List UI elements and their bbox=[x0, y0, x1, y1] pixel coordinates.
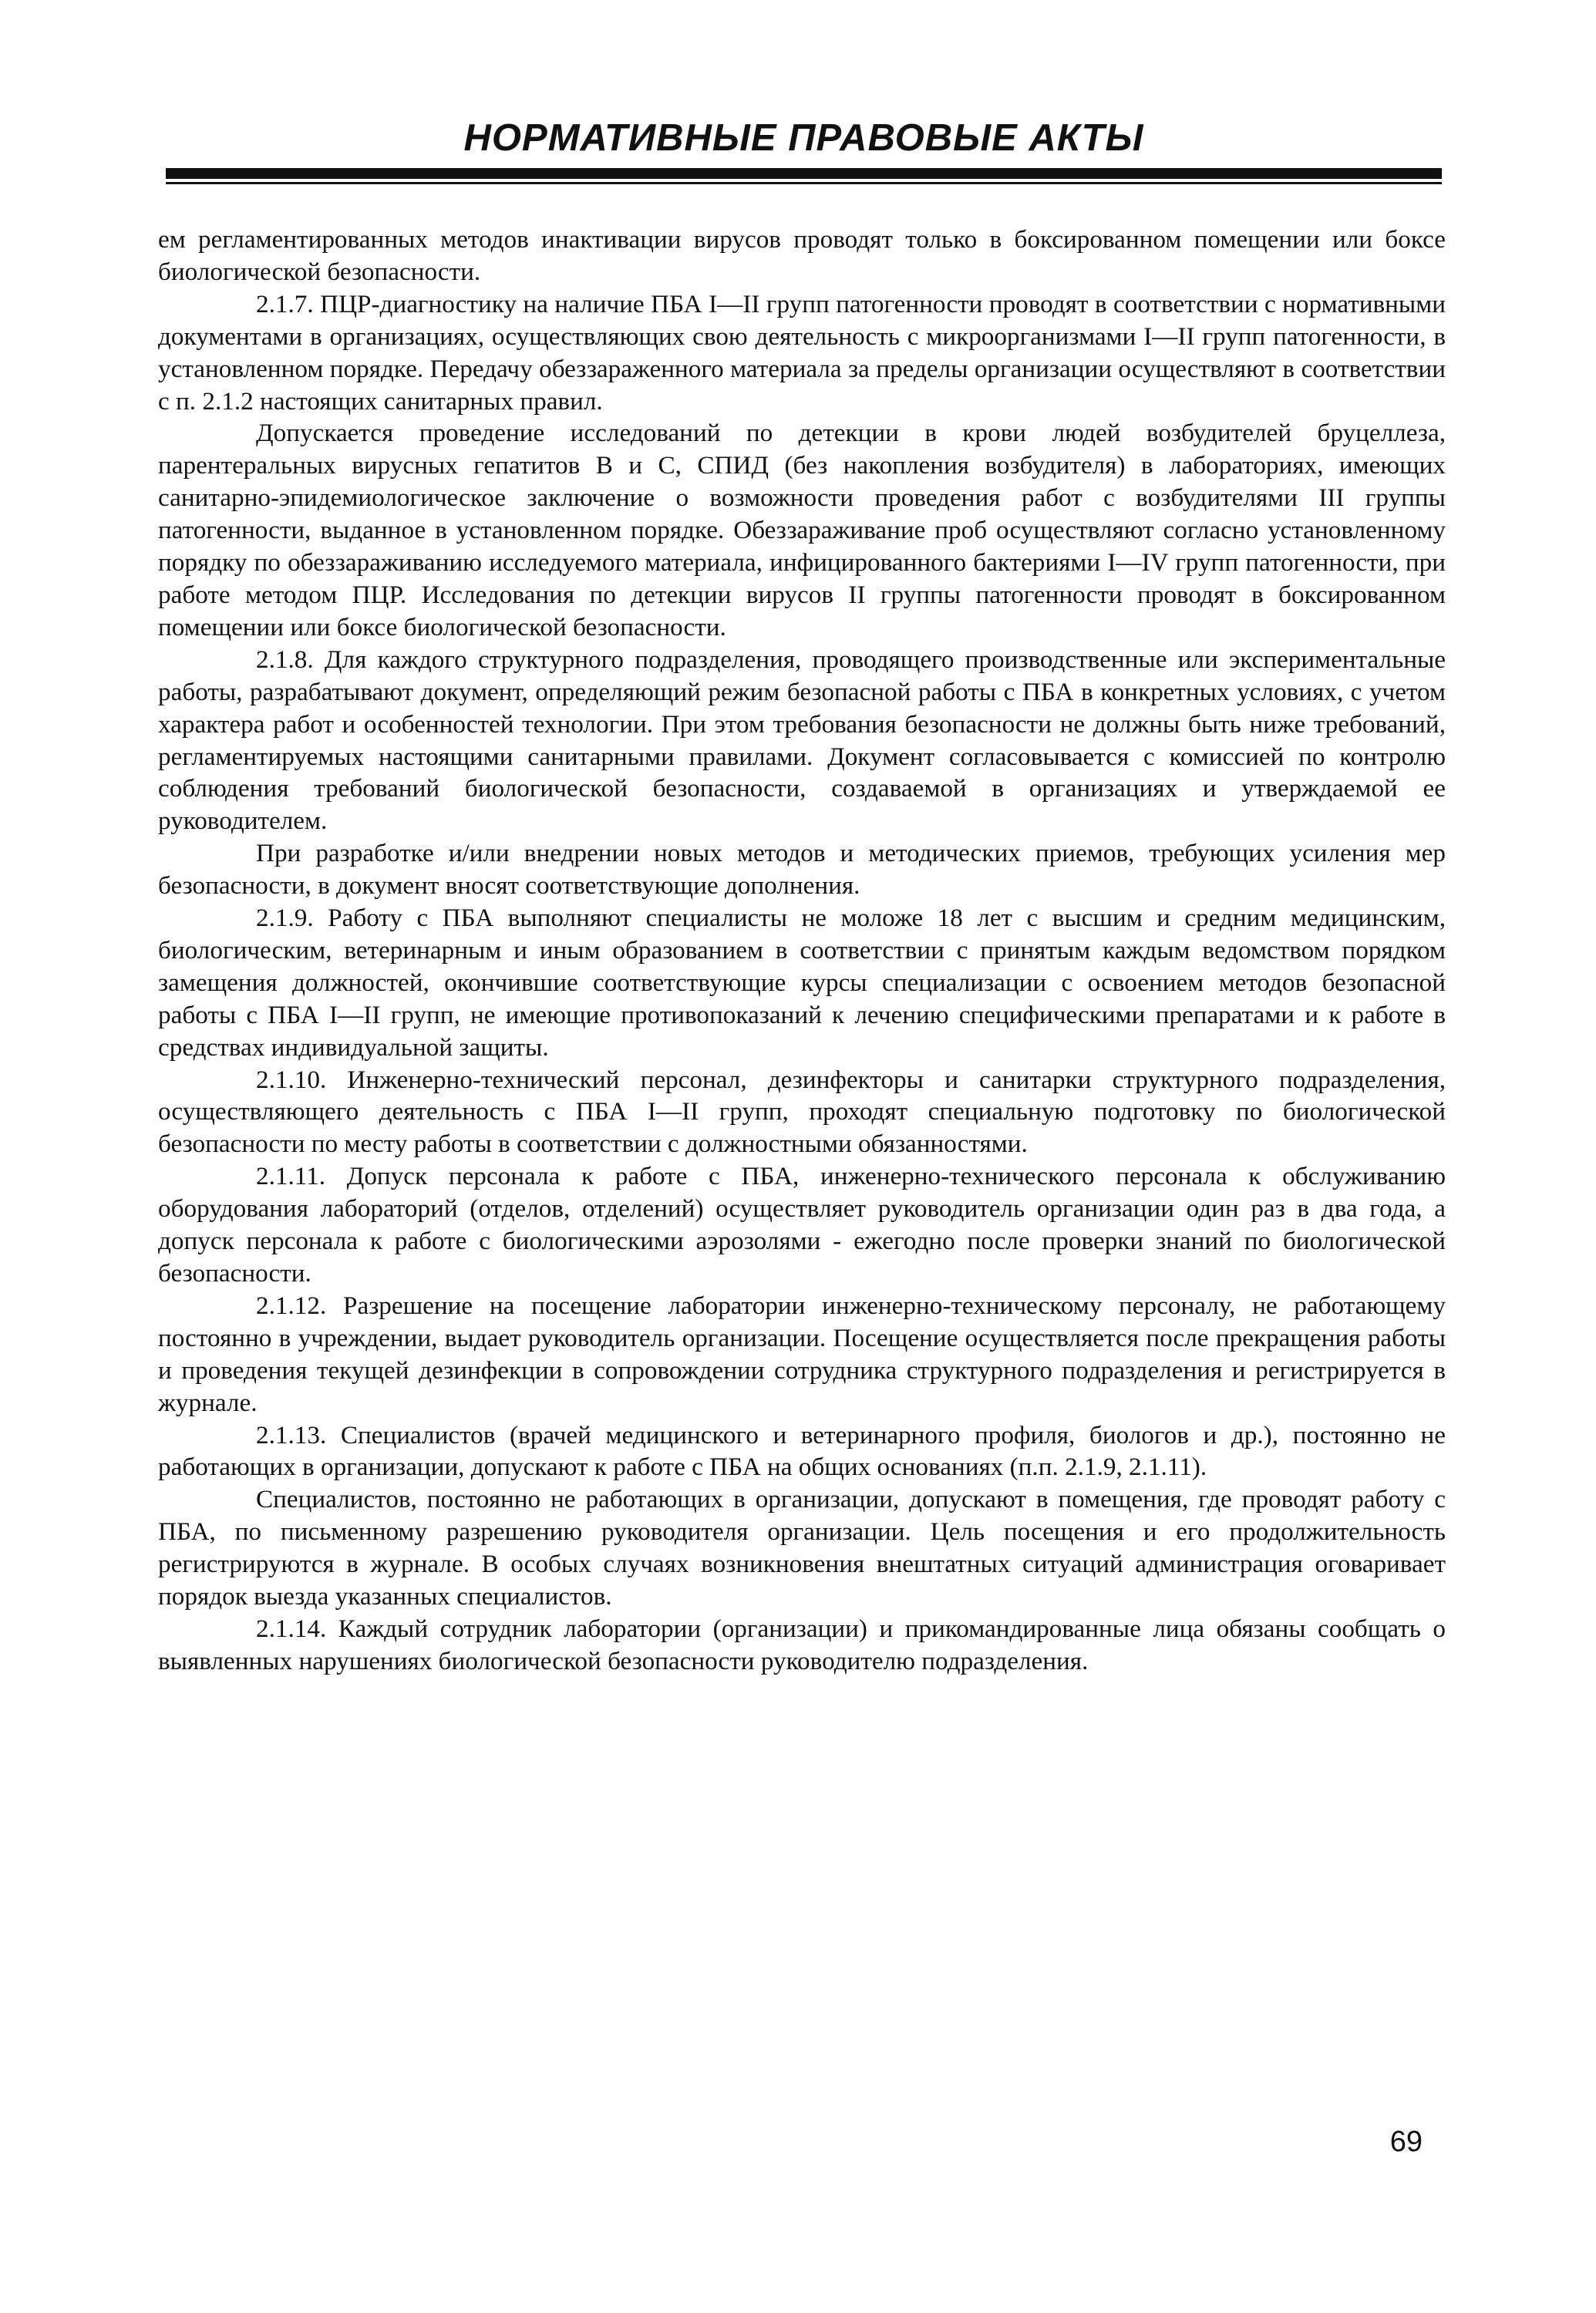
paragraph-2-1-9: 2.1.9. Работу с ПБА выполняют специалисты не моложе 18 лет с высшим и средним медицинским, биологическим, ветеринарным и иным образованием в соответствии с принятым каждым ведомством порядком замещения должностей, окончившие соответствующие курсы специализации с освоением методов безопасной работы с ПБА I—II групп, не имеющие противопоказаний к лечению специфическими препаратами и к работе в средствах индивидуальной защиты. bbox=[158, 904, 1446, 1062]
paragraph-2-1-7: 2.1.7. ПЦР-диагностику на наличие ПБА I—II групп патогенности проводят в соответствии с нормативными документами в организациях, осуществляющих свою деятельность с микроорганизмами I—II групп патогенности, в установленном порядке. Передачу обеззараженного материала за пределы организации осуществляют в соответствии с п. 2.1.2 настоящих санитарных правил. bbox=[158, 289, 1446, 416]
body-text bbox=[158, 224, 1446, 1678]
paragraph-2-1-8: 2.1.8. Для каждого структурного подразделения, проводящего производственные или экспериментальные работы, разрабатывают документ, определяющий режим безопасной работы с ПБА в конкретных условиях, с учетом характера работ и особенностей технологии. При этом требования безопасности не должны быть ниже требований, регламентируемых настоящими санитарными правилами. Документ согласовывается с комиссией по контролю соблюдения требований биологической безопасности, создаваемой в организациях и утверждаемой ее руководителем. bbox=[158, 645, 1446, 836]
header-rule bbox=[166, 168, 1442, 179]
paragraph-2-1-10: 2.1.10. Инженерно-технический персонал, дезинфекторы и санитарки структурного подразделения, осуществляющего деятельность с ПБА I—II групп, проходят специальную подготовку по биологической безопасности по месту работы в соответствии с должностными обязанностями. bbox=[158, 1065, 1446, 1159]
paragraph-2-1-11: 2.1.11. Допуск персонала к работе с ПБА, инженерно-технического персонала к обслуживанию оборудования лабораторий (отделов, отделений) осуществляет руководитель организации один раз в два года, а допуск персонала к работе с биологическими аэрозолями - ежегодно после проверки знаний по биологической безопасности. bbox=[158, 1162, 1446, 1288]
paragraph-continuation: ем регламентированных методов инактивации вирусов проводят только в боксированном помещении или боксе биологической безопасности. bbox=[158, 225, 1446, 286]
paragraph-2-1-12: 2.1.12. Разрешение на посещение лаборатории инженерно-техническому персоналу, не работающему постоянно в учреждении, выдает руководитель организации. Посещение осуществляется после прекращения работы и проведения текущей дезинфекции в сопровождении сотрудника структурного подразделения и регистрируется в журнале. bbox=[158, 1291, 1446, 1417]
page-number: 69 bbox=[1389, 2126, 1423, 2158]
paragraph-new-methods: При разработке и/или внедрении новых методов и методических приемов, требующих усиления мер безопасности, в документ вносят соответствующие дополнения. bbox=[158, 839, 1446, 901]
paragraph-visitors: Специалистов, постоянно не работающих в организации, допускают в помещения, где проводят работу с ПБА, по письменному разрешению руководителя организации. Цель посещения и его продолжительность регистрируются в журнале. В особых случаях возникновения внештатных ситуаций администрация оговаривает порядок выезда указанных специалистов. bbox=[158, 1485, 1446, 1611]
header-title: НОРМАТИВНЫЕ ПРАВОВЫЕ АКТЫ bbox=[463, 117, 1144, 159]
header-rule-thin bbox=[166, 182, 1442, 184]
running-header bbox=[166, 114, 1442, 162]
paragraph-2-1-13: 2.1.13. Специалистов (врачей медицинского и ветеринарного профиля, биологов и др.), постоянно не работающих в организации, допускают к работе с ПБА на общих основаниях (п.п. 2.1.9, 2.1.11). bbox=[158, 1420, 1446, 1482]
paragraph-detection: Допускается проведение исследований по детекции в крови людей возбудителей бруцеллеза, парентеральных вирусных гепатитов В и С, СПИД (без накопления возбудителя) в лабораториях, имеющих санитарно-эпидемиологическое заключение о возможности проведения работ с возбудителями III группы патогенности, выданное в установленном порядке. Обеззараживание проб осуществляют согласно установленному порядку по обеззараживанию исследуемого материала, инфицированного бактериями I—IV групп патогенности, при работе методом ПЦР. Исследования по детекции вирусов II группы патогенности проводят в боксированном помещении или боксе биологической безопасности. bbox=[158, 419, 1446, 641]
paragraph-2-1-14: 2.1.14. Каждый сотрудник лаборатории (организации) и прикомандированные лица обязаны сообщать о выявленных нарушениях биологической безопасности руководителю подразделения. bbox=[158, 1614, 1446, 1675]
